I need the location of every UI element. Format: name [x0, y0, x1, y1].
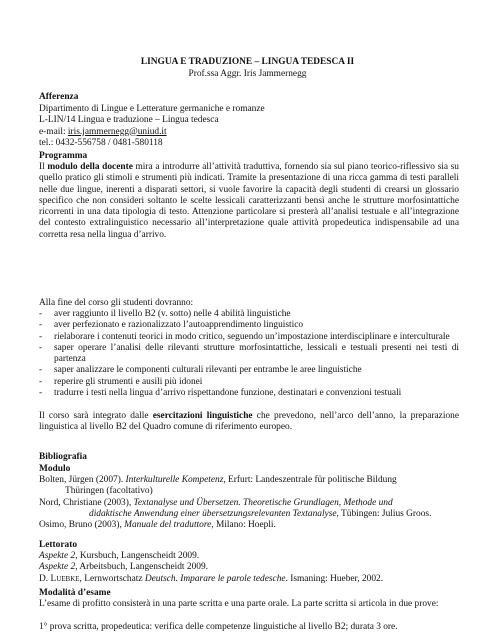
course-code-line: L-LIN/14 Lingua e traduzione – Lingua tedesca: [39, 115, 219, 126]
goals-intro: Alla fine del corso gli studenti dovranno:: [39, 298, 194, 308]
modulo-heading: Modulo: [39, 464, 71, 474]
ref-publisher: , Kursbuch, Langenscheidt 2009.: [75, 551, 200, 561]
list-item: [39, 562, 459, 573]
list-item: [39, 309, 459, 320]
ref-publisher: , Tübingen: Julius Groos.: [336, 508, 432, 519]
list-item-text: aver raggiunto il livello B2 (v. sotto) nelle 4 abilità linguistiche: [54, 309, 291, 319]
phone-line: tel.: 0432-556758 / 0481-580118: [39, 137, 163, 148]
ref-author: Osimo, Bruno (2003),: [39, 520, 125, 531]
bullet-mark: -: [39, 365, 43, 376]
bibliografia-heading: Bibliografia: [39, 452, 87, 462]
esercitazioni-paragraph: [39, 411, 459, 434]
programma-paragraph: [39, 162, 459, 241]
p3-prefix: Il corso sarà integrato dalle: [39, 411, 153, 421]
p1-bold: modulo della docente: [47, 162, 133, 172]
bullet-mark: -: [39, 309, 43, 319]
list-item: [39, 520, 459, 531]
list-item: [39, 343, 459, 366]
email-link[interactable]: iris.jammernegg@uniud.it: [67, 126, 167, 137]
ref-publisher: , Milano: Hoepli.: [211, 520, 276, 531]
list-item: [39, 574, 459, 585]
list-item-text: tradurre i testi nella lingua d’arrivo rispettandone funzione, destinatari e convenzioni testuali: [54, 388, 402, 399]
bullet-mark: -: [39, 388, 43, 399]
ref-publisher: , Erfurt: Landeszentrale für politische Bildung: [223, 475, 397, 485]
list-item: [39, 498, 459, 509]
list-item: [39, 377, 459, 388]
lettorato-heading: Lettorato: [39, 540, 78, 550]
afferenza-section: [39, 104, 459, 149]
list-item-text: saper analizzare le componenti culturali rilevanti per entrambe le aree linguistiche: [54, 365, 362, 376]
p1-prefix: Il: [39, 162, 48, 172]
list-item-text: aver perfezionato e razionalizzato l’autoapprendimento linguistico: [54, 320, 304, 331]
bullet-mark: -: [39, 342, 43, 353]
list-item-continuation: [39, 509, 459, 520]
lettorato-list: [39, 551, 459, 585]
ref-author: Bolten, Jürgen (2007).: [39, 475, 126, 485]
list-item: [39, 551, 459, 562]
ref-publisher: , Arbeitsbuch, Langenscheidt 2009.: [75, 562, 208, 573]
goals-list: [39, 309, 459, 399]
ref-title: Textanalyse und Übersetzen. Theoretische Grundlagen, Methode und: [133, 497, 393, 508]
ref-title-cont: didaktische Anwendung einer übersetzungsrelevanten Textanalyse: [89, 508, 337, 519]
modulo-list: [39, 475, 459, 531]
esame-heading: Modalità d’esame: [39, 588, 111, 598]
programma-heading: Programma: [39, 151, 88, 161]
ref-publisher: . Ismaning: Hueber, 2002.: [285, 573, 384, 584]
bullet-mark: -: [39, 376, 43, 387]
document-subtitle: Prof.ssa Aggr. Iris Jammernegg: [188, 69, 307, 79]
list-item-text: rielaborare i contenuti teorici in modo critico, seguendo un’impostazione interdisciplinare e interculturale: [54, 331, 450, 342]
p3-bold: esercitazioni linguistiche: [152, 411, 253, 421]
list-item-text: saper operare l’analisi delle rilevanti strutture morfosintattiche, lessicali e testuali presenti nei testi di partenza: [54, 342, 459, 365]
ref-author: Nord, Christiane (2003),: [39, 497, 134, 508]
department-line: Dipartimento di Lingue e Letterature germaniche e romanze: [39, 104, 265, 114]
bullet-mark: -: [39, 331, 43, 342]
list-item-text: reperire gli strumenti e ausili più idonei: [54, 376, 203, 387]
afferenza-heading: Afferenza: [39, 92, 79, 102]
document-title: LINGUA E TRADUZIONE – LINGUA TEDESCA II: [140, 57, 355, 67]
list-item: [39, 388, 459, 399]
email-label: e-mail:: [39, 126, 68, 137]
email-line: [39, 127, 459, 138]
esame-first-test: 1° prova scritta, propedeutica: verifica delle competenze linguistiche al livello B2; durata 3 ore.: [39, 622, 398, 632]
ref-series: , Lernwortschatz: [79, 573, 145, 584]
list-item: [39, 320, 459, 331]
list-item: [39, 332, 459, 343]
bullet-mark: -: [39, 320, 43, 331]
ref-title: Deutsch. Imparare le parole tedesche: [144, 573, 286, 584]
ref-title: Manuale del traduttore: [124, 520, 212, 531]
esame-paragraph: L’esame di profitto consisterà in una parte scritta e una parte orale. La parte scritta si articola in due prove:: [39, 599, 439, 609]
p1-rest: mira a introdurre all’attività traduttiva, fornendo sia sul piano teorico-riflessivo sia su quello pratico gli stimoli e strumenti più indicati. Tramite la presentazione di una ricca gamma di testi paralleli nelle due lingue, inerenti a disparati settori, si vuole favorire la capacità degli studenti di crearsi un glossario specifico che non consideri soltanto le scelte lessicali caratterizzanti bensì anche le strutture morfosintattiche ricorrenti in una data tipologia di testo. Attenzione particolare si presterà all’analisi testuale e all’integrazione del contesto extralinguistico necessario all’interpretazione quale attività propedeutica indispensabile ad una corretta resa nella lingua d’arrivo.: [39, 162, 459, 240]
list-item: [39, 475, 459, 486]
ref-title: Aspekte 2: [39, 551, 76, 561]
list-item-continuation: Thüringen (facoltativo): [65, 486, 153, 497]
p3-rest: che prevedono, nell’arco dell’anno, la preparazione linguistica al livello B2 del Quadro comune di riferimento europeo.: [39, 411, 459, 433]
ref-initial: D.: [39, 573, 51, 584]
ref-author: Luebke: [50, 573, 80, 584]
ref-title: Interkulturelle Kompetenz: [125, 475, 224, 485]
ref-title: Aspekte 2: [39, 562, 76, 573]
list-item: [39, 365, 459, 376]
